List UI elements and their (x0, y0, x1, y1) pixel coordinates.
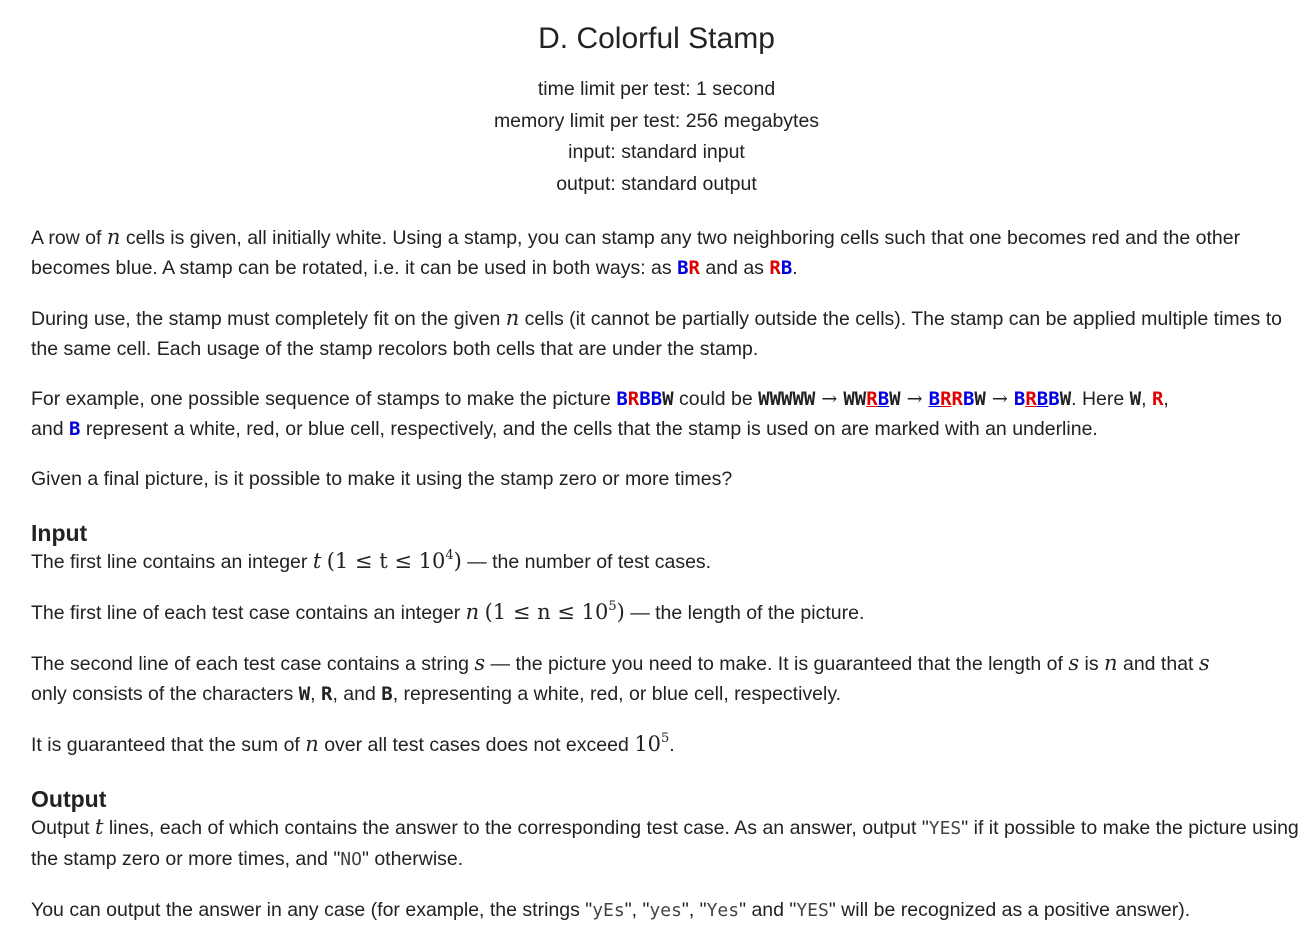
output-line-1: Output t lines, each of which contains the answer to the corresponding test case. As an answer, output "YES" if it possible to make the picture using the stamp zero or more times, and "NO" otherwise. (31, 814, 1299, 870)
stamp-sequence: WWWWW → WWRBW → BRRBW → BRBBW (758, 388, 1072, 410)
output-spec: output: standard output (556, 172, 757, 195)
statement-paragraph-4: Given a final picture, is it possible to make it using the stamp zero or more times? (31, 468, 733, 490)
problem-header (0, 0, 1313, 200)
problem-title: D. Colorful Stamp (538, 22, 775, 55)
input-line-4: It is guaranteed that the sum of n over all test cases does not exceed $10^5$. (31, 731, 675, 756)
output-section-title: Output (31, 785, 107, 812)
output-line-2: You can output the answer in any case (for example, the strings "yEs", "yes", "Yes" and "YES" will be recognized as a positive answer). (31, 898, 1191, 921)
input-line-2: The first line of each test case contains an integer n $(1 \le n \le 10^5)$ — the length of the picture. (31, 598, 865, 624)
statement-paragraph-2: During use, the stamp must completely fit on the given n cells (it cannot be partially outside the cells). The stamp can be applied multiple times to the same cell. Each usage of the stamp recolors both cells that are under the stamp. (31, 306, 1282, 360)
time-limit: time limit per test: 1 second (537, 78, 776, 100)
target-picture: BRBBW (616, 388, 674, 410)
input-line-1: The first line contains an integer t $(1 \le t \le 10^4)$ — the number of test cases. (31, 547, 712, 573)
problem-limits (0, 74, 1313, 200)
input-section-title: Input (31, 519, 88, 546)
problem-statement (0, 223, 1313, 925)
statement-paragraph-1: A row of n cells is given, all initially white. Using a stamp, you can stamp any two neighboring cells such that one becomes red and the other becomes blue. A stamp can be rotated, i.e. it can be used in both ways: as BR and as RB. (31, 225, 1241, 279)
memory-limit: memory limit per test: 256 megabytes (493, 109, 820, 132)
statement-paragraph-3: For example, one possible sequence of stamps to make the picture BRBBW could be WWWWW → WWRBW → BRRBW → BRBBW. Here W, R, and B represent a white, red, or blue cell, respectively, and the cells that the stamp is used on are marked with an underline. (31, 388, 1169, 440)
input-line-3: The second line of each test case contains a string s — the picture you need to make. It is guaranteed that the length of s is n and that s only consists of the characters W, R, and B, representing a white, red, or blue cell, respectively. (31, 651, 1210, 705)
input-spec: input: standard input (568, 141, 745, 163)
